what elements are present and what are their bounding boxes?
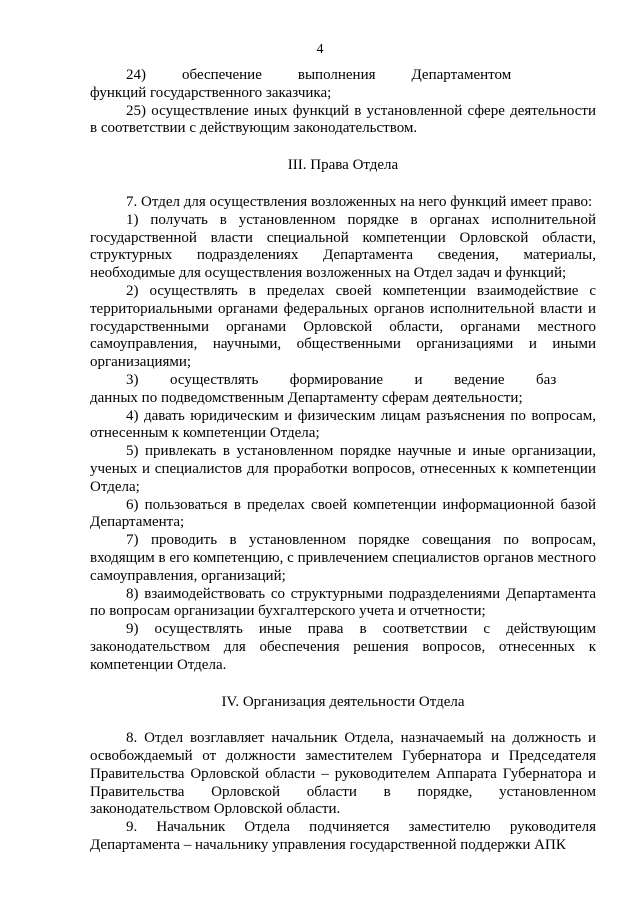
paragraph-right-6: 6) пользоваться в пределах своей компетенции информационной базой Департамента; xyxy=(90,496,596,531)
paragraph-item-9: 9. Начальник Отдела подчиняется заместителю руководителя Департамента – начальнику управления государственной поддержки АПК xyxy=(90,819,596,854)
paragraph-right-7: 7) проводить в установленном порядке совещания по вопросам, входящим в его компетенцию, с привлечением специалистов органов местного самоуправления, организаций; xyxy=(90,532,596,584)
paragraph-right-1: 1) получать в установленном порядке в органах исполнительной государственной власти специальной компетенции Орловской области, структурных подразделениях Департамента сведения, материалы, необходимые для осуществления возложенных на Отдел задач и функций; xyxy=(90,211,596,282)
section-heading-rights: III. Права Отдела xyxy=(287,157,399,174)
paragraph-right-4: 4) давать юридическим и физическим лицам разъяснения по вопросам, отнесенным к компетенции Отдела; xyxy=(90,407,596,442)
page-number: 4 xyxy=(316,42,324,57)
paragraph-item-24: 24) обеспечение выполнения Департаментом функций государственного заказчика; xyxy=(90,67,596,101)
paragraph-right-2: 2) осуществлять в пределах своей компетенции взаимодействие с территориальными органами федеральных органов исполнительной власти и государственными органами Орловской области, органами местного самоуправления, научными, общественными организациями и иными организациями; xyxy=(90,282,596,371)
paragraph-right-8: 8) взаимодействовать со структурными подразделениями Департамента по вопросам организации бухгалтерского учета и отчетности; xyxy=(90,585,596,620)
paragraph-item-25: 25) осуществление иных функций в установленной сфере деятельности в соответствии с действующим законодательством. xyxy=(90,102,596,137)
paragraph-right-9: 9) осуществлять иные права в соответствии с действующим законодательством для обеспечения решения вопросов, отнесенных к компетенции Отдела. xyxy=(90,621,596,673)
paragraph-right-3: 3) осуществлять формирование и ведение баз данных по подведомственным Департаменту сферам деятельности; xyxy=(90,371,596,406)
paragraph-rights-intro: 7. Отдел для осуществления возложенных на него функций имеет право: xyxy=(126,193,593,210)
document-body xyxy=(90,67,596,855)
paragraph-item-8: 8. Отдел возглавляет начальник Отдела, назначаемый на должность и освобождаемый от должности заместителем Губернатора и Председателя Правительства Орловской области – руководителем Аппарата Губернатора и Правительства Орловской области в порядке, установленном законодательством Орловской области. xyxy=(90,730,596,818)
paragraph-right-5: 5) привлекать в установленном порядке научные и иные организации, ученых и специалистов для проработки вопросов, отнесенных к компетенции Отдела; xyxy=(90,443,596,495)
section-heading-organization: IV. Организация деятельности Отдела xyxy=(221,693,465,710)
